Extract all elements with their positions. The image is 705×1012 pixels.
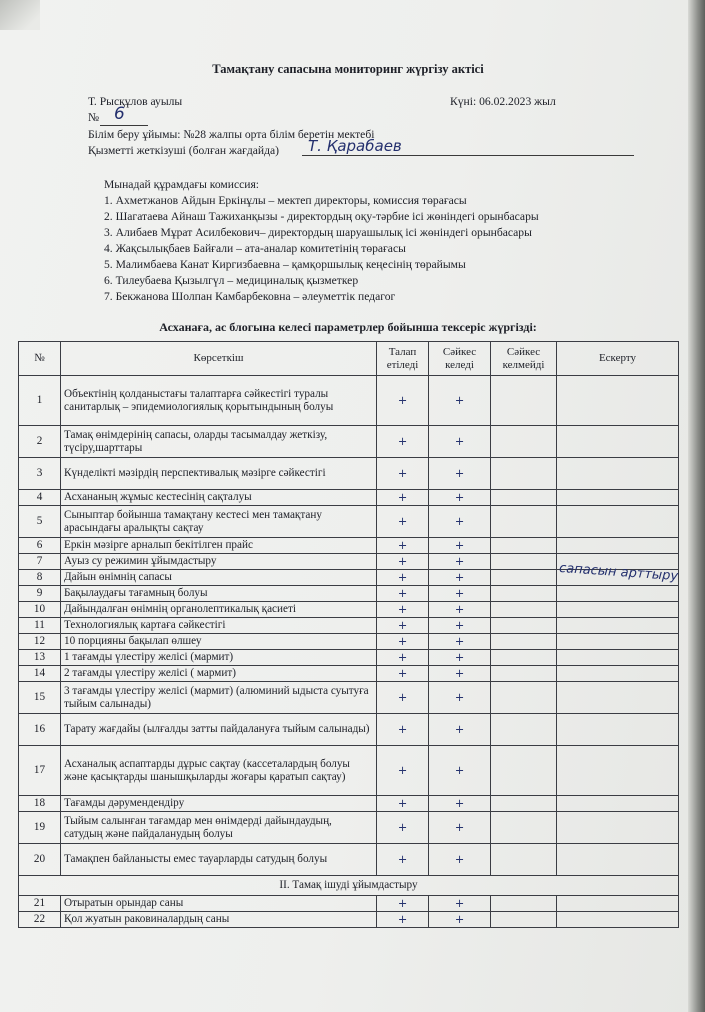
noncompliant-cell [491,714,557,746]
noncompliant-cell [491,602,557,618]
row-text: Тамақ өнімдерінің сапасы, оларды тасымалдау жеткізу, түсіру,шарттары [61,426,377,458]
noncompliant-cell [491,426,557,458]
paper-edge-shadow [688,0,705,1012]
header-compliant: Сәйкес келеді [429,342,491,376]
required-mark: + [377,554,429,570]
note-cell [557,896,679,912]
inspection-table [18,341,679,928]
required-mark: + [377,586,429,602]
note-cell [557,714,679,746]
noncompliant-cell [491,570,557,586]
note-cell [557,538,679,554]
table-row [19,812,679,844]
required-mark: + [377,634,429,650]
required-mark: + [377,426,429,458]
noncompliant-cell [491,634,557,650]
compliant-mark: + [429,570,491,586]
compliant-mark: + [429,896,491,912]
table-header-row [19,342,679,376]
note-cell [557,560,679,586]
required-mark: + [377,796,429,812]
table-row [19,746,679,796]
noncompliant-cell [491,746,557,796]
note-cell [557,426,679,458]
noncompliant-cell [491,458,557,490]
row-number: 20 [19,844,61,876]
required-mark: + [377,650,429,666]
row-number: 8 [19,570,61,586]
row-number: 10 [19,602,61,618]
provider-handwritten-signature: Т. Қарабаев [308,137,402,155]
row-text: Дайындалған өнімнің органолептикалық қасиеті [61,602,377,618]
row-text: Отыратын орындар саны [61,896,377,912]
compliant-mark: + [429,666,491,682]
noncompliant-cell [491,618,557,634]
note-cell [557,586,679,602]
required-mark: + [377,376,429,426]
note-cell [557,506,679,538]
required-mark: + [377,844,429,876]
compliant-mark: + [429,796,491,812]
note-cell [557,912,679,928]
header-note: Ескерту [557,342,679,376]
commission-member: 2. Шагатаева Айнаш Тажиханқызы - директордың оқу-тәрбие ісі жөніндегі орынбасары [104,210,539,223]
institution-text: Білім беру ұйымы: №28 жалпы орта білім беретін мектебі [88,128,375,141]
header-required: Талап етіледі [377,342,429,376]
noncompliant-cell [491,844,557,876]
note-cell [557,682,679,714]
noncompliant-cell [491,586,557,602]
compliant-mark: + [429,714,491,746]
handwritten-note: сапасын арттыру [558,560,679,585]
required-mark: + [377,570,429,586]
row-text: Күнделікті мәзірдің перспективалық мәзірге сәйкестігі [61,458,377,490]
required-mark: + [377,538,429,554]
compliant-mark: + [429,844,491,876]
row-number: 7 [19,554,61,570]
row-number: 9 [19,586,61,602]
row-text: 2 тағамды үлестіру желісі ( мармит) [61,666,377,682]
row-number: 14 [19,666,61,682]
row-text: Бақылаудағы тағамның болуы [61,586,377,602]
compliant-mark: + [429,682,491,714]
row-number: 21 [19,896,61,912]
document-title: Тамақтану сапасына мониторинг жүргізу актісі [212,62,484,76]
note-cell [557,634,679,650]
compliant-mark: + [429,426,491,458]
header-indicator: Көрсеткіш [61,342,377,376]
row-text: Объектінің қолданыстағы талаптарға сәйкестігі туралы санитарлық – эпидемиологиялық қорытындының болуы [61,376,377,426]
required-mark: + [377,912,429,928]
required-mark: + [377,602,429,618]
note-cell [557,650,679,666]
row-number: 16 [19,714,61,746]
table-row [19,586,679,602]
compliant-mark: + [429,538,491,554]
row-text: 10 порцияны бақылап өлшеу [61,634,377,650]
paper-fold-corner [0,0,40,30]
row-number: 15 [19,682,61,714]
row-number: 12 [19,634,61,650]
noncompliant-cell [491,812,557,844]
row-text: Дайын өнімнің сапасы [61,570,377,586]
row-number: 11 [19,618,61,634]
row-text: Тарату жағдайы (ылғалды затты пайдалануға тыйым салынады) [61,714,377,746]
noncompliant-cell [491,538,557,554]
commission-member: 4. Жақсылықбаев Байғали – ата-аналар комитетінің төрағасы [104,242,406,255]
noncompliant-cell [491,796,557,812]
row-text: 3 тағамды үлестіру желісі (мармит) (алюминий ыдыста суытуға тыйым салынады) [61,682,377,714]
required-mark: + [377,714,429,746]
table-row [19,458,679,490]
required-mark: + [377,618,429,634]
commission-member: 1. Ахметжанов Айдын Еркінұлы – мектеп директоры, комиссия төрағасы [104,194,467,207]
row-text: Тағамды дәрумендендіру [61,796,377,812]
note-cell [557,602,679,618]
compliant-mark: + [429,812,491,844]
row-number: 22 [19,912,61,928]
row-text: Тамақпен байланысты емес тауарларды сатудың болуы [61,844,377,876]
note-cell [557,490,679,506]
noncompliant-cell [491,490,557,506]
table-row [19,618,679,634]
table-row [19,506,679,538]
row-number: 13 [19,650,61,666]
required-mark: + [377,666,429,682]
noncompliant-cell [491,682,557,714]
table-row [19,570,679,586]
noncompliant-cell [491,650,557,666]
compliant-mark: + [429,746,491,796]
section-row [19,876,679,896]
number-label: № [88,111,100,124]
row-number: 19 [19,812,61,844]
compliant-mark: + [429,912,491,928]
required-mark: + [377,458,429,490]
row-text: Ауыз су режимин ұйымдастыру [61,554,377,570]
noncompliant-cell [491,666,557,682]
row-text: Асхананың жұмыс кестесінің сақталуы [61,490,377,506]
table-row [19,844,679,876]
table-heading: Асханаға, ас блогына келесі параметрлер бойынша тексеріс жүргізді: [159,320,537,334]
table-row [19,376,679,426]
table-row [19,896,679,912]
table-row [19,650,679,666]
commission-member: 5. Малимбаева Канат Киргизбаевна – қамқоршылық кеңесінің төрайымы [104,258,466,271]
provider-label: Қызметті жеткізуші (болған жағдайда) [88,144,280,157]
note-cell [557,666,679,682]
table-row [19,714,679,746]
location-text: Т. Рысқұлов ауылы [88,95,183,108]
header-number: № [19,342,61,376]
row-number: 5 [19,506,61,538]
compliant-mark: + [429,586,491,602]
row-text: Қол жуатын раковиналардың саны [61,912,377,928]
noncompliant-cell [491,554,557,570]
commission-member: 7. Бекжанова Шолпан Камбарбековна – әлеуметтік педагог [104,290,396,303]
table-row [19,796,679,812]
table-row [19,912,679,928]
required-mark: + [377,896,429,912]
note-cell [557,812,679,844]
compliant-mark: + [429,618,491,634]
compliant-mark: + [429,506,491,538]
row-number: 3 [19,458,61,490]
noncompliant-cell [491,506,557,538]
table-row [19,682,679,714]
required-mark: + [377,490,429,506]
commission-member: 6. Тилеубаева Қызылгүл – медициналық қызметкер [104,274,359,287]
compliant-mark: + [429,376,491,426]
note-cell [557,796,679,812]
row-number: 17 [19,746,61,796]
commission-heading: Мынадай құрамдағы комиссия: [104,178,260,191]
compliant-mark: + [429,490,491,506]
row-text: Еркін мәзірге арналып бекітілген прайс [61,538,377,554]
row-number: 2 [19,426,61,458]
table-row [19,602,679,618]
table-row [19,666,679,682]
row-text: Сыныптар бойынша тамақтану кестесі мен тамақтану арасындағы аралықты сақтау [61,506,377,538]
row-number: 1 [19,376,61,426]
noncompliant-cell [491,912,557,928]
table-row [19,538,679,554]
table-row [19,634,679,650]
noncompliant-cell [491,896,557,912]
commission-member: 3. Алибаев Мұрат Асилбекович– директордың шаруашылық ісі жөніндегі орынбасары [104,226,532,239]
required-mark: + [377,506,429,538]
row-number: 4 [19,490,61,506]
date-text: Күні: 06.02.2023 жыл [450,95,556,108]
row-text: Тыйым салынған тағамдар мен өнімдерді дайындаудың, сатудың және пайдаланудың болуы [61,812,377,844]
required-mark: + [377,682,429,714]
compliant-mark: + [429,458,491,490]
compliant-mark: + [429,602,491,618]
note-cell [557,376,679,426]
row-text: Технологиялық картаға сәйкестігі [61,618,377,634]
table-row [19,490,679,506]
table-row [19,426,679,458]
row-number: 18 [19,796,61,812]
header-noncompliant: Сәйкес келмейді [491,342,557,376]
compliant-mark: + [429,634,491,650]
note-cell [557,618,679,634]
required-mark: + [377,746,429,796]
compliant-mark: + [429,650,491,666]
row-text: 1 тағамды үлестіру желісі (мармит) [61,650,377,666]
row-text: Асханалық аспаптарды дұрыс сақтау (кассеталардың болуы және қасықтарды шанышқыларды жоғары қаратып сақтау) [61,746,377,796]
note-cell [557,458,679,490]
compliant-mark: + [429,554,491,570]
required-mark: + [377,812,429,844]
number-handwritten: 6 [114,104,125,124]
note-cell [557,746,679,796]
row-number: 6 [19,538,61,554]
section-2-title: II. Тамақ ішуді ұйымдастыру [19,876,679,896]
note-cell [557,844,679,876]
noncompliant-cell [491,376,557,426]
